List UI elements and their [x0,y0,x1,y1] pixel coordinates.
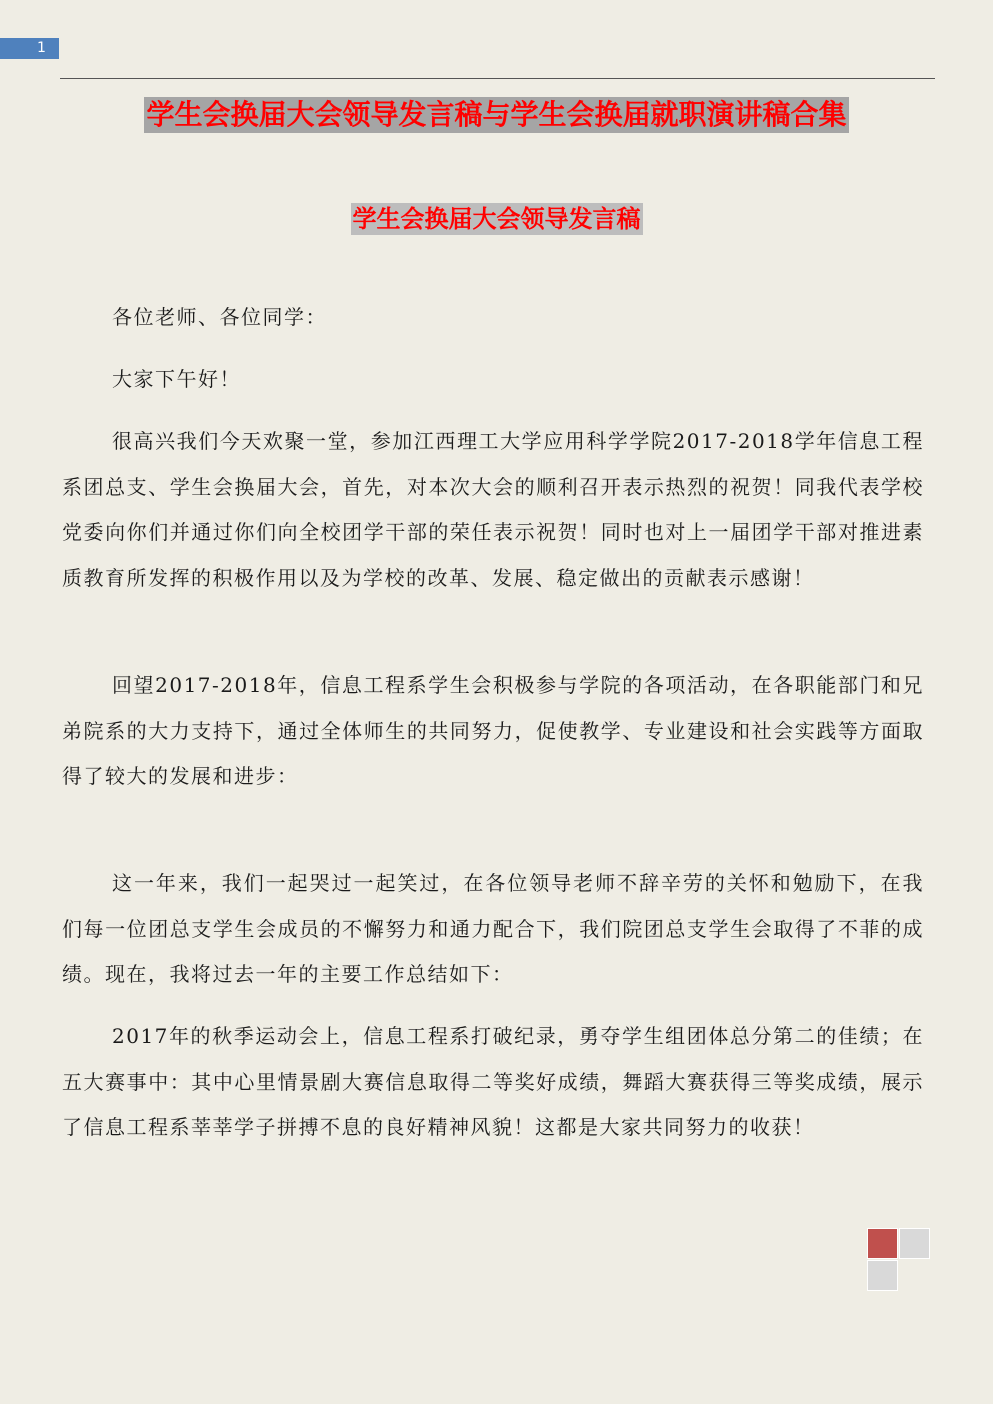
section-title-text: 学生会换届大会领导发言稿 [352,204,641,233]
corner-square-red [867,1228,898,1259]
corner-square-gray [867,1260,898,1291]
paragraph-review: 回望2017-2018年，信息工程系学生会积极参与学院的各项活动，在各职能部门和兄弟院系的大力支持下，通过全体师生的共同努力，促使教学、专业建设和社会实践等方面取得了较大的发展和进步： [62,673,924,788]
paragraph-salutation: 各位老师、各位同学： [112,305,327,329]
page-number: 1 [37,40,46,56]
paragraph-year-summary: 这一年来，我们一起哭过一起笑过，在各位领导老师不辞辛劳的关怀和勉励下，在我们每一位团总支学生会成员的不懈努力和通力配合下，我们院团总支学生会取得了不菲的成绩。现在，我将过去一年的主要工作总结如下： [62,871,924,986]
document-title [0,97,993,133]
section-title [0,203,993,235]
document-title-text: 学生会换届大会领导发言稿与学生会换届就职演讲稿合集 [146,98,847,131]
paragraph-opening: 很高兴我们今天欢聚一堂，参加江西理工大学应用科学学院2017-2018学年信息工程系团总支、学生会换届大会，首先，对本次大会的顺利召开表示热烈的祝贺！同我代表学校党委向你们并通过你们向全校团学干部的荣任表示祝贺！同时也对上一届团学干部对推进素质教育所发挥的积极作用以及为学校的改革、发展、稳定做出的贡献表示感谢！ [62,429,924,590]
paragraph-greeting: 大家下午好！ [112,367,241,391]
corner-square-gray [899,1228,930,1259]
corner-decoration [867,1228,933,1294]
page-number-tab [0,38,59,59]
paragraph-achievements: 2017年的秋季运动会上，信息工程系打破纪录，勇夺学生组团体总分第二的佳绩；在五大赛事中：其中心里情景剧大赛信息取得二等奖好成绩，舞蹈大赛获得三等奖成绩，展示了信息工程系莘莘学子拼搏不息的良好精神风貌！这都是大家共同努力的收获！ [62,1024,924,1139]
header-rule [60,78,935,79]
